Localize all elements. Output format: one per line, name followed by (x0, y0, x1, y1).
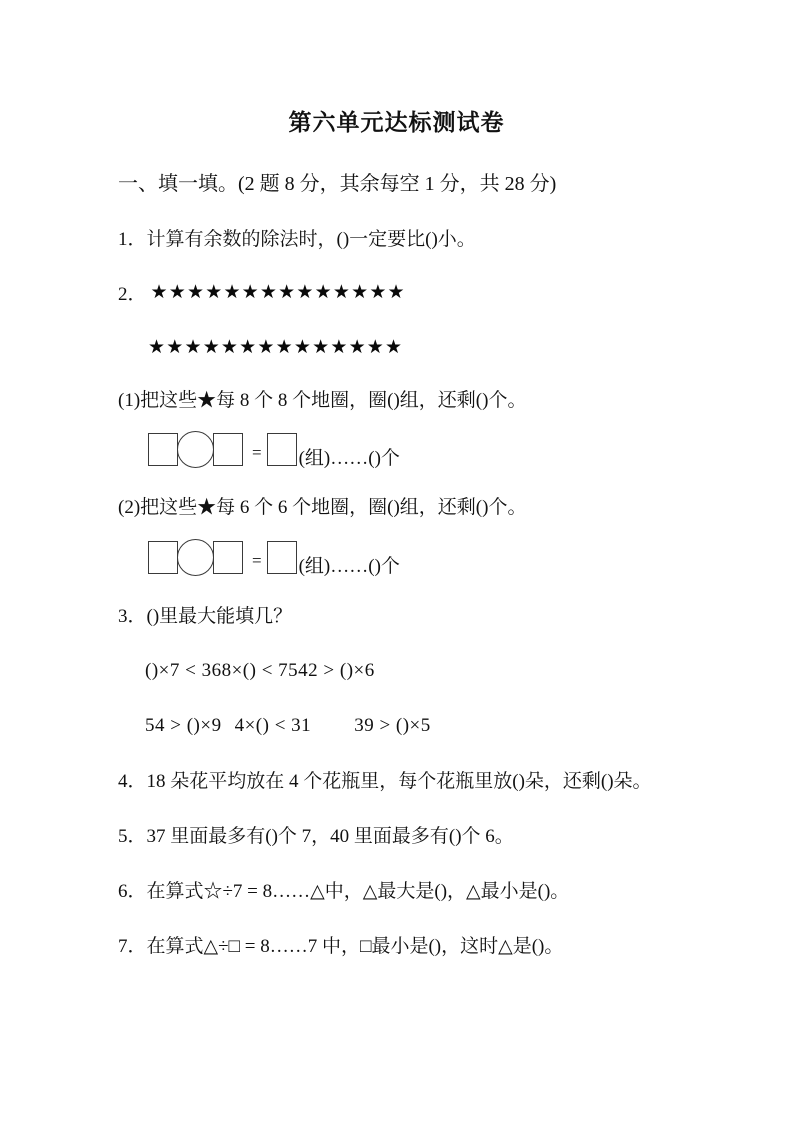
equals-sign: = (252, 550, 262, 570)
inequality-part: 54 > ()×9 (145, 715, 222, 736)
star-row-1: ★★★★★★★★★★★★★★ (150, 281, 406, 303)
fill-in-equation-1 (148, 431, 400, 468)
question-3-stem: 3．()里最大能填几？ (118, 606, 293, 627)
answer-box-square (148, 433, 178, 466)
question-2-sub-1: (1)把这些★每 8 个 8 个地圈，圈()组，还剩()个。 (118, 390, 527, 411)
fill-in-equation-2 (148, 539, 400, 576)
question-1: 1．计算有余数的除法时，()一定要比()小。 (118, 229, 476, 250)
question-7: 7．在算式△÷□ = 8……7 中，□最小是()，这时△是()。 (118, 936, 564, 957)
question-2-sub-2: (2)把这些★每 6 个 6 个地圈，圈()组，还剩()个。 (118, 497, 527, 518)
question-2-number: 2． (118, 284, 147, 305)
question-4: 4．18 朵花平均放在 4 个花瓶里，每个花瓶里放()朵，还剩()朵。 (118, 771, 652, 792)
page-title: 第六单元达标测试卷 (288, 109, 505, 135)
answer-box-square (267, 541, 297, 574)
answer-box-circle (177, 431, 214, 468)
question-6: 6．在算式☆÷7 = 8……△中，△最大是()，△最小是()。 (118, 881, 570, 902)
section-heading: 一、填一填。(2 题 8 分，其余每空 1 分，共 28 分) (118, 173, 557, 195)
answer-box-circle (177, 539, 214, 576)
equation-suffix: (组)……()个 (298, 448, 400, 470)
answer-box-square (267, 433, 297, 466)
inequality-part: 39 > ()×5 (354, 715, 431, 736)
question-3-line-1: ()×7 < 368×() < 7542 > ()×6 (145, 660, 375, 681)
star-row-2: ★★★★★★★★★★★★★★ (148, 336, 404, 358)
question-3-line-2 (145, 714, 431, 738)
answer-box-square (148, 541, 178, 574)
question-2 (118, 283, 406, 307)
equals-sign: = (252, 442, 262, 462)
inequality-part: 4×() < 31 (234, 715, 312, 736)
question-5: 5．37 里面最多有()个 7，40 里面最多有()个 6。 (118, 826, 514, 847)
equation-suffix: (组)……()个 (298, 556, 400, 578)
answer-box-square (213, 433, 243, 466)
answer-box-square (213, 541, 243, 574)
